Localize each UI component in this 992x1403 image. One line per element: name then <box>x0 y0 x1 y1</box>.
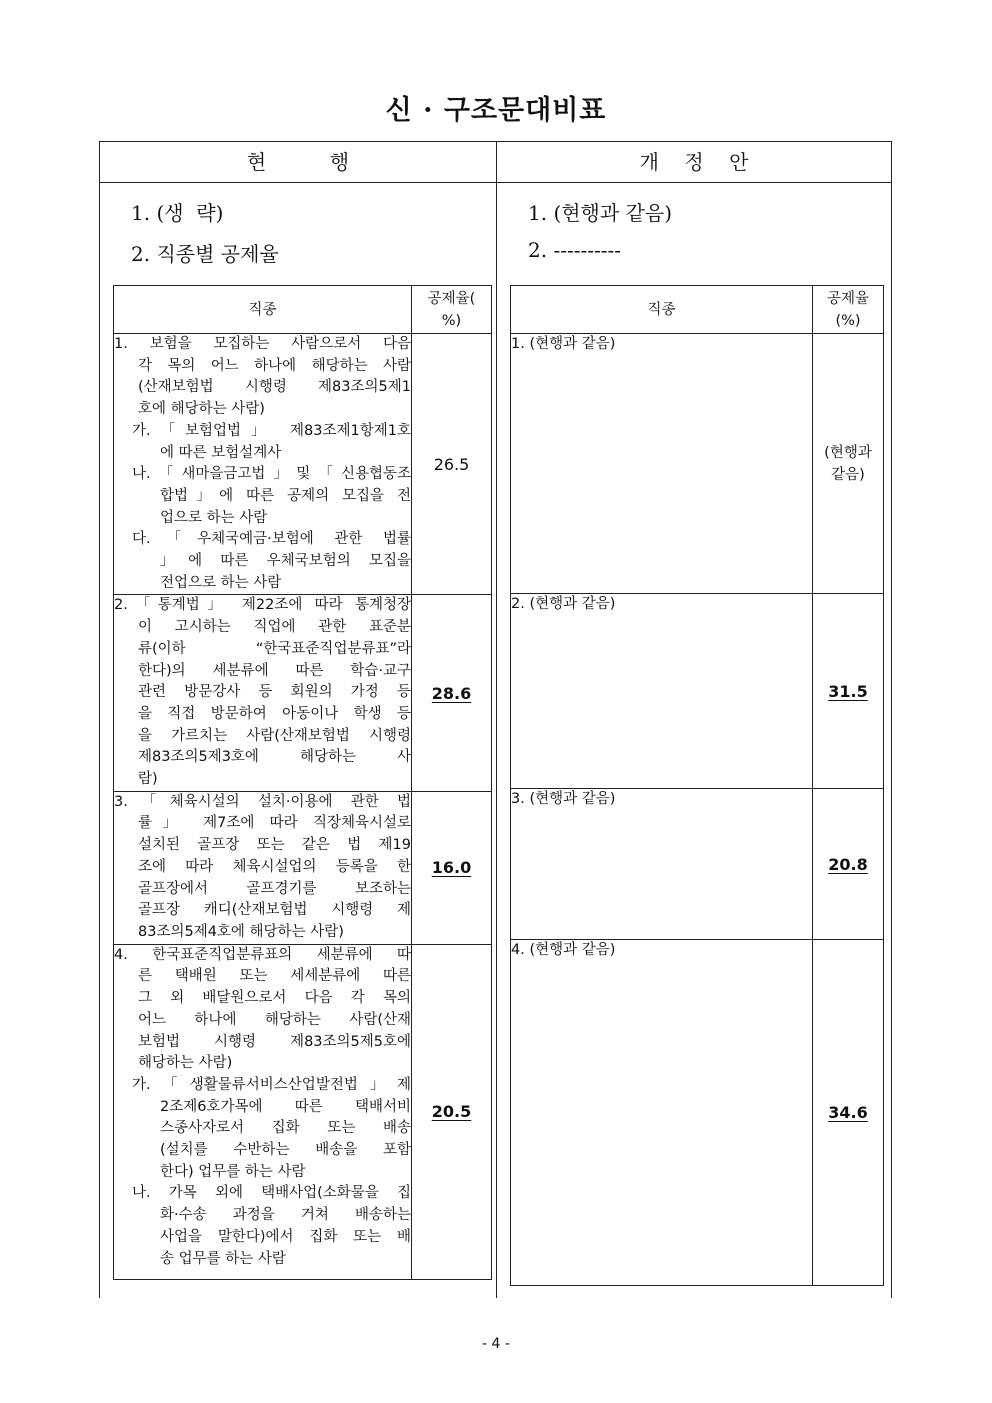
table-row <box>511 940 884 1286</box>
job-text-line: 전업으로 하는 사람 <box>160 574 282 591</box>
rate-cell: (현행과 같음) <box>813 334 884 594</box>
rate-cell: 26.5 <box>412 334 492 595</box>
job-text-line: 이 고시하는 직업에 관한 표준분 <box>138 619 411 636</box>
job-text-line: 을 가르치는 사람(산재보험법 시행령 <box>138 727 411 744</box>
job-text-line: 2조제6호가목에 따른 택배서비 <box>160 1098 411 1115</box>
job-text-line: 나.「새마을금고법」및「신용협동조 <box>132 466 411 483</box>
job-cell <box>114 944 412 1279</box>
job-text-line: (산재보험법 시행령 제83조의5제1 <box>138 379 411 396</box>
job-text-line: 가.「보험업법」 제83조제1항제1호 <box>132 422 411 439</box>
table-row <box>511 334 884 594</box>
rate-cell: 28.6 <box>412 595 492 791</box>
job-text-line: 설치된 골프장 또는 같은 법 제19 <box>138 837 411 854</box>
job-text-line: 람) <box>138 771 158 788</box>
current-item-1: 1. (생 략) <box>131 201 224 225</box>
job-text-line: 그 외 배달원으로서 다음 각 목의 <box>138 990 411 1007</box>
rate-cell: 20.8 <box>813 789 884 940</box>
job-text-line: 가.「생활물류서비스산업발전법」제 <box>132 1076 411 1093</box>
job-cell <box>114 595 412 791</box>
job-text-line: 보험법 시행령 제83조의5제5호에 <box>138 1033 411 1050</box>
page-number: - 4 - <box>482 1336 510 1352</box>
job-text-line: 관련 방문강사 등 회원의 가정 등 <box>138 684 411 701</box>
job-text-line: 조에 따라 체육시설업의 등록을 한 <box>138 858 411 875</box>
job-text-line: 1. 보험을 모집하는 사람으로서 다음 <box>114 336 411 352</box>
job-cell: 1. (현행과 같음) <box>511 334 813 594</box>
rate-cell: 16.0 <box>412 791 492 944</box>
job-cell: 3. (현행과 같음) <box>511 789 813 940</box>
job-cell <box>114 791 412 944</box>
frame-left-border <box>99 141 100 1298</box>
job-text-line: 업으로 하는 사람 <box>160 509 268 526</box>
job-text-line: 화·수송 과정을 거쳐 배송하는 <box>160 1207 411 1224</box>
job-text-line: 나. 가목 외에 택배사업(소화물을 집 <box>132 1185 411 1202</box>
table-row <box>114 944 492 1279</box>
job-text-line: 류(이하 “한국표준직업분류표”라 <box>138 640 411 657</box>
job-text-line: 률」 제7조에 따라 직장체육시설로 <box>138 815 411 832</box>
revised-rate-table <box>510 285 884 1286</box>
comparison-frame <box>99 141 892 1298</box>
job-text-line: 제83조의5제3호에 해당하는 사 <box>138 749 411 766</box>
job-cell <box>114 334 412 595</box>
rate-cell: 34.6 <box>813 940 884 1286</box>
job-text-line: 」에 따른 우체국보험의 모집을 <box>160 553 411 570</box>
current-rate-table <box>113 285 492 1280</box>
job-cell: 4. (현행과 같음) <box>511 940 813 1286</box>
revised-column-header: 개 정 안 <box>639 150 749 174</box>
rate-header: 공제율 (%) <box>813 286 884 334</box>
rate-cell: 31.5 <box>813 594 884 789</box>
job-text-line: 송 업무를 하는 사람 <box>160 1250 286 1267</box>
job-cell: 2. (현행과 같음) <box>511 594 813 789</box>
job-text-line: 골프장에서 골프경기를 보조하는 <box>138 880 411 897</box>
job-text-line: 어느 하나에 해당하는 사람(산재 <box>138 1011 411 1028</box>
job-text-line: 한다) 업무를 하는 사람 <box>160 1163 306 1180</box>
job-text-line: 을 직접 방문하여 아동이나 학생 등 <box>138 705 411 722</box>
job-text-line: 에 따른 보험설계사 <box>160 444 282 461</box>
rate-header: 공제율( %) <box>412 286 492 334</box>
job-text-line: 3.「체육시설의 설치·이용에 관한 법 <box>114 793 411 810</box>
job-text-line: (설치를 수반하는 배송을 포함 <box>160 1142 411 1159</box>
job-text-line: 골프장 캐디(산재보험법 시행령 제 <box>138 902 411 919</box>
job-header: 직종 <box>511 286 813 334</box>
job-text-line: 합법」에 따른 공제의 모집을 전 <box>160 487 411 504</box>
table-row <box>511 594 884 789</box>
job-text-line: 한다)의 세분류에 따른 학습·교구 <box>138 662 411 679</box>
job-text-line: 2.「통계법」 제22조에 따라 통계청장 <box>114 597 411 614</box>
revised-item-1: 1. (현행과 같음) <box>528 201 673 225</box>
job-text-line: 른 택배원 또는 세세분류에 따른 <box>138 968 411 985</box>
table-row <box>511 789 884 940</box>
frame-right-border <box>891 141 892 1298</box>
page-title: 신 · 구조문대비표 <box>385 95 607 126</box>
job-text-line: 스종사자로서 집화 또는 배송 <box>160 1120 411 1137</box>
table-row <box>114 595 492 791</box>
column-divider <box>496 141 497 1298</box>
revised-item-2: 2. ---------- <box>528 238 622 262</box>
job-text-line: 각 목의 어느 하나에 해당하는 사람 <box>138 357 411 374</box>
job-text-line: 호에 해당하는 사람) <box>138 401 265 418</box>
current-column-header: 현 행 <box>246 150 350 174</box>
table-row <box>114 791 492 944</box>
job-text-line: 사업을 말한다)에서 집화 또는 배 <box>160 1228 411 1245</box>
job-text-line: 4. 한국표준직업분류표의 세분류에 따 <box>114 946 411 963</box>
current-item-2: 2. 직종별 공제율 <box>131 242 279 266</box>
table-row <box>114 334 492 595</box>
job-text-line: 해당하는 사람) <box>138 1055 233 1072</box>
job-text-line: 다.「우체국예금·보험에 관한 법률 <box>132 531 411 548</box>
job-header: 직종 <box>114 286 412 334</box>
job-text-line: 83조의5제4호에 해당하는 사람) <box>138 923 344 940</box>
rate-cell: 20.5 <box>412 944 492 1279</box>
